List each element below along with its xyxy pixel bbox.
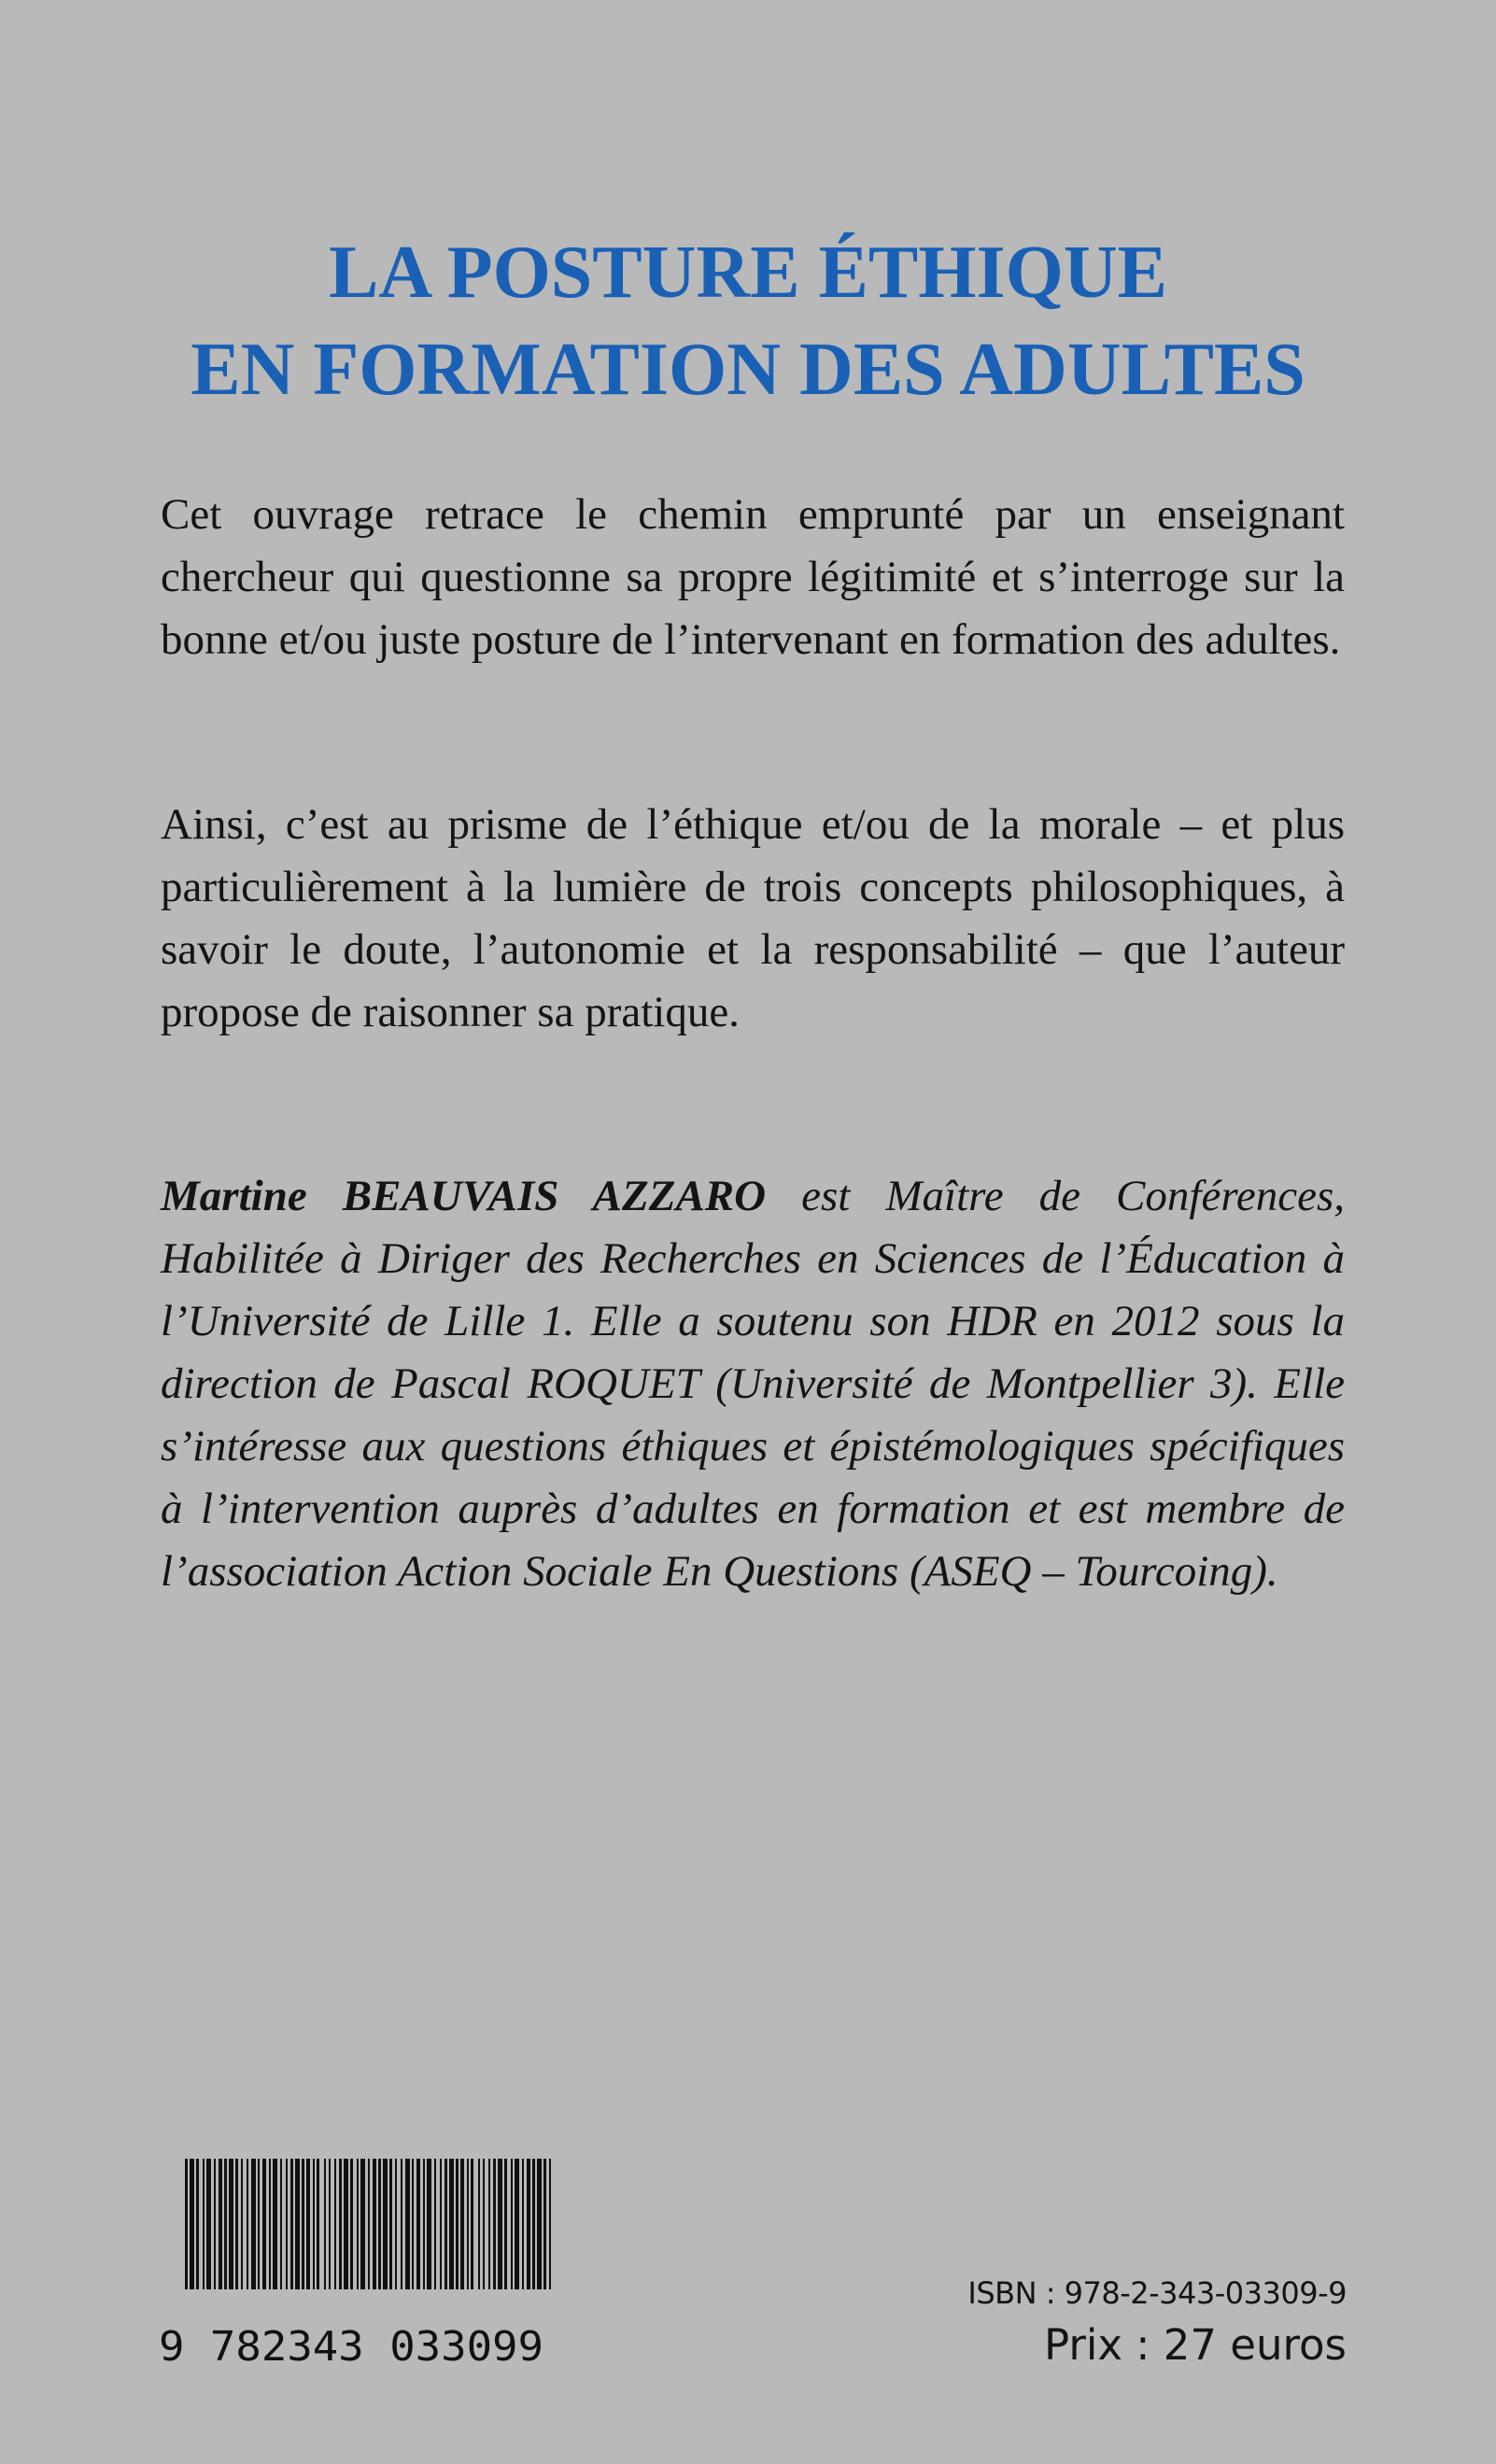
barcode-bar	[295, 2159, 300, 2289]
barcode-bar	[368, 2159, 370, 2289]
barcode-bar	[515, 2159, 519, 2289]
barcode-bar	[251, 2159, 256, 2289]
author-name: Martine BEAUVAIS AZZARO	[161, 1172, 767, 1220]
barcode-bar	[241, 2159, 243, 2289]
barcode-bar	[401, 2159, 402, 2289]
barcode-bar	[434, 2159, 436, 2289]
barcode-bar	[258, 2159, 260, 2289]
book-title-line-1: LA POSTURE ÉTHIQUE	[328, 232, 1167, 314]
barcode-bar	[269, 2159, 271, 2289]
barcode-bar	[471, 2159, 473, 2289]
barcode-bar	[460, 2159, 464, 2289]
barcode-bar	[445, 2159, 447, 2289]
barcode-bar	[405, 2159, 410, 2289]
isbn: ISBN : 978-2-343-03309-9	[967, 2275, 1347, 2311]
summary-paragraph-1: Cet ouvrage retrace le chemin emprunté par un enseignant chercheur qui questionne sa propre légitimité et s’interroge sur la bonne et/ou juste posture de l’intervenant en formation des adultes.	[161, 490, 1345, 664]
barcode-bar	[423, 2159, 425, 2289]
barcode-bar	[214, 2159, 216, 2289]
barcode-bar	[532, 2159, 535, 2289]
barcode-bar	[247, 2159, 248, 2289]
book-title	[140, 224, 1356, 418]
barcode-bar	[543, 2159, 546, 2289]
barcode-bar	[504, 2159, 507, 2289]
barcode-bar	[286, 2159, 288, 2289]
barcode-bar	[334, 2159, 336, 2289]
barcode-bar	[511, 2159, 513, 2289]
barcode-bar	[206, 2159, 211, 2289]
price: Prix : 27 euros	[1043, 2320, 1347, 2370]
barcode-bar	[302, 2159, 304, 2289]
barcode-bar	[467, 2159, 469, 2289]
barcode-bar	[498, 2159, 502, 2289]
barcode-bar	[449, 2159, 454, 2289]
barcode-bar	[306, 2159, 310, 2289]
barcode-bar	[224, 2159, 227, 2289]
barcode-bar	[185, 2159, 188, 2289]
barcode-bar	[427, 2159, 431, 2289]
barcode-bar	[273, 2159, 277, 2289]
barcode-bar	[190, 2159, 194, 2289]
book-title-line-2: EN FORMATION DES ADULTES	[191, 329, 1305, 411]
summary-paragraph-2: Ainsi, c’est au prisme de l’éthique et/ou de la morale – et plus particulièrement à la lumière de trois concepts philosophiques, à savoir le doute, l’autonomie et la responsabilité – que l’auteur propose de raisonner sa pratique.	[161, 800, 1345, 1036]
barcode-bar	[478, 2159, 480, 2289]
barcode-bar	[493, 2159, 496, 2289]
barcode-bar	[373, 2159, 376, 2289]
barcode-bar	[280, 2159, 282, 2289]
barcode-bar	[483, 2159, 485, 2289]
barcode-bar	[488, 2159, 490, 2289]
barcode-bar	[440, 2159, 442, 2289]
barcode-bar	[229, 2159, 233, 2289]
barcode-bar	[395, 2159, 397, 2289]
barcode-bar	[339, 2159, 342, 2289]
barcode-bar	[317, 2159, 319, 2289]
barcode-bar	[203, 2159, 205, 2289]
author-bio-text: est Maître de Conférences, Habilitée à Diriger des Recherches en Sciences de l’Éducation à l’Université de Lille 1. Elle a soutenu son HDR en 2012 sous la direction de Pascal ROQUET (Université de Montpellier 3). Elle s’intéresse aux questions éthiques et épistémologiques spécifiques à l’intervention auprès d’adultes en formation et est membre de l’association Action Sociale En Questions (ASEQ – Tourcoing).	[161, 1172, 1345, 1596]
barcode-bar	[389, 2159, 392, 2289]
barcode-bar	[290, 2159, 293, 2289]
barcode-bar	[537, 2159, 542, 2289]
barcode-bar	[383, 2159, 388, 2289]
barcode-bar	[456, 2159, 459, 2289]
barcode-bar	[412, 2159, 414, 2289]
barcode-bar	[196, 2159, 199, 2289]
barcode-bar	[360, 2159, 365, 2289]
barcode-bar	[522, 2159, 524, 2289]
author-bio	[161, 1165, 1345, 1603]
barcode-bar	[329, 2159, 331, 2289]
barcode	[185, 2159, 553, 2289]
barcode-bar	[313, 2159, 315, 2289]
barcode-digits-text: 9 782343 033099	[159, 2323, 543, 2368]
barcode-bar	[350, 2159, 353, 2289]
barcode-bar	[527, 2159, 530, 2289]
barcode-bar	[549, 2159, 551, 2289]
barcode-bar	[378, 2159, 381, 2289]
barcode-bar	[262, 2159, 266, 2289]
barcode-digits	[155, 2321, 547, 2368]
barcode-bar	[357, 2159, 359, 2289]
barcode-bar	[416, 2159, 420, 2289]
barcode-bar	[235, 2159, 238, 2289]
barcode-bar	[219, 2159, 222, 2289]
barcode-bar	[344, 2159, 348, 2289]
barcode-bar	[324, 2159, 326, 2289]
